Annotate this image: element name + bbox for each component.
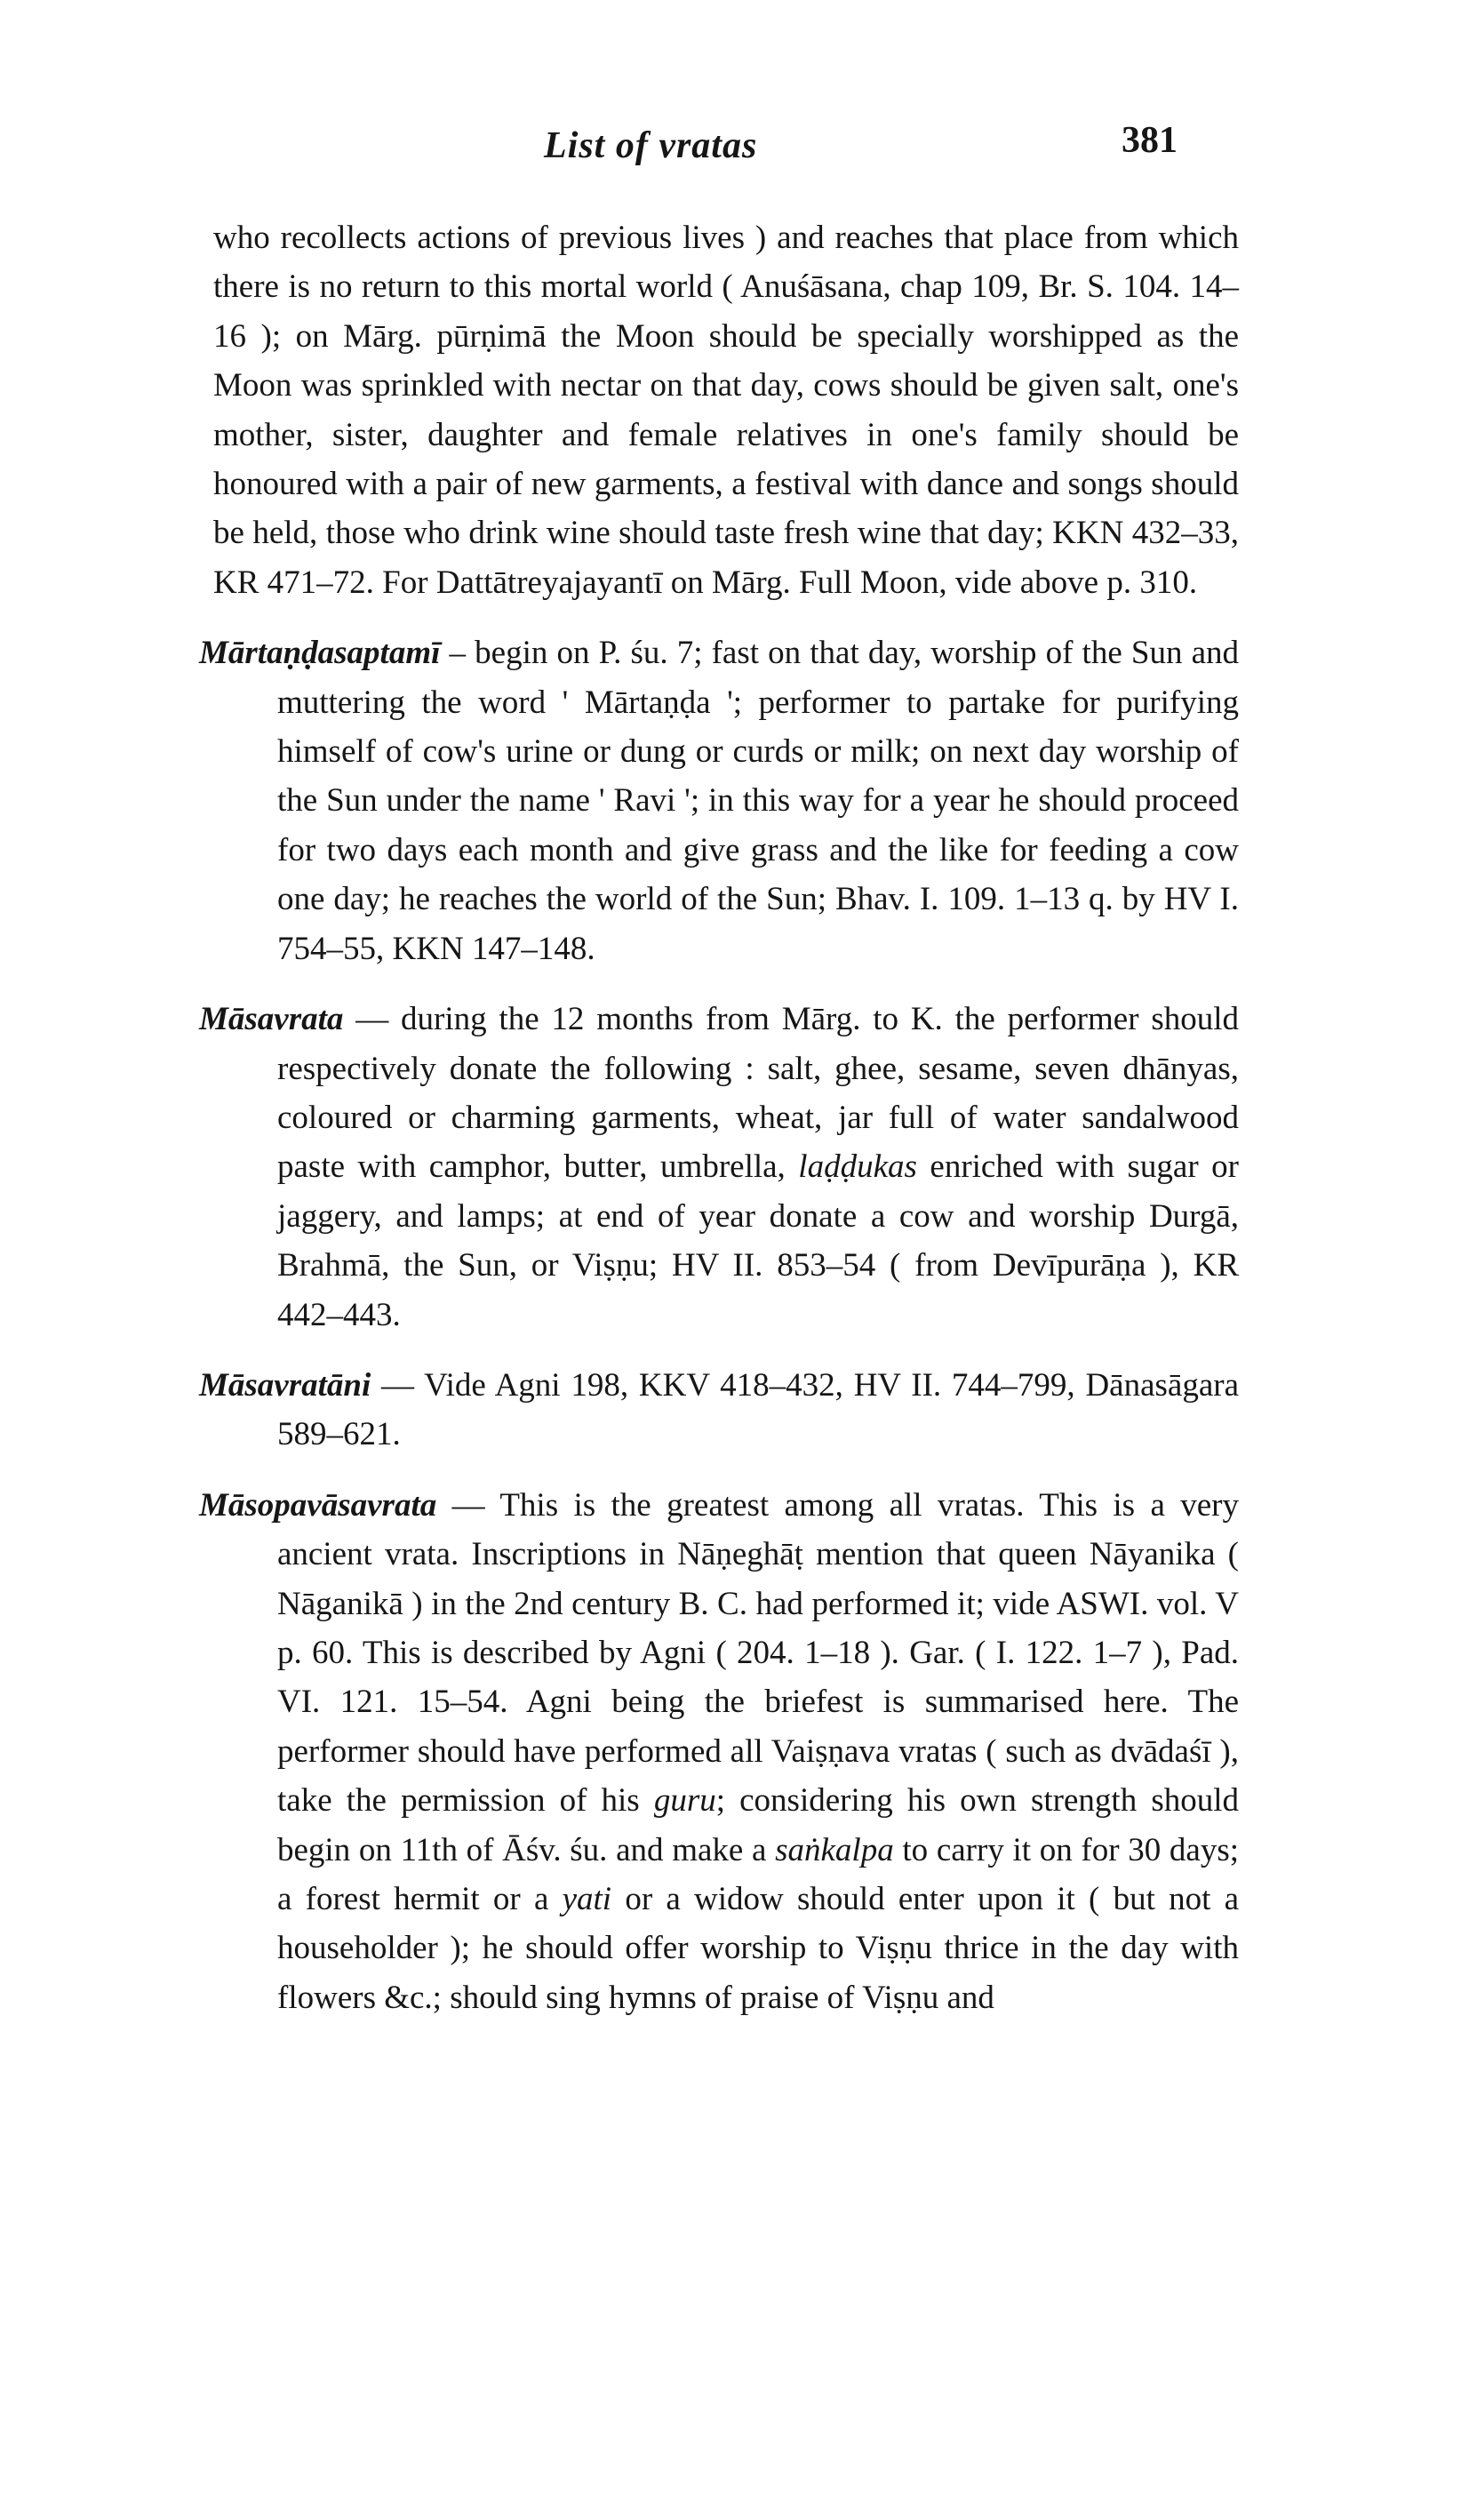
- italic-word: yati: [562, 1881, 612, 1917]
- entry-text: — during the 12 months from Mārg. to K. the performer should respectively donate the following : salt, ghee, sesame, seven dhānyas, coloured or charming garments, wheat, jar full of water sandalwood paste with camphor, butter, umbrella,: [277, 1001, 1239, 1186]
- entry-text: to carry it on for 30 days; a forest hermit or a: [277, 1831, 1239, 1917]
- entry-text: — This is the greatest among all vratas. This is a very ancient vrata. Inscriptions in Nāṇeghāṭ mention that queen Nāyanika ( Nāganikā ) in the 2nd century B. C. had performed it; vide ASWI. vol. V p. 60. This is described by Agni ( 204. 1–18 ). Gar. ( I. 122. 1–7 ), Pad. VI. 121. 15–54. Agni being the briefest is summarised here. The performer should have performed all Vaiṣṇava vratas ( such as dvādaśī ), take the permission of his: [277, 1486, 1239, 1820]
- entry-masavratani: [199, 1361, 1239, 1460]
- continuation-paragraph: who recollects actions of previous lives ) and reaches that place from which there is no return to this mortal world ( Anuśāsana, chap 109, Br. S. 104. 14–16 ); on Mārg. pūrṇimā the Moon should be specially worshipped as the Moon was sprinkled with nectar on that day, cows should be given salt, one's mother, sister, daughter and female relatives in one's family should be honoured with a pair of new garments, a festival with dance and songs should be held, those who drink wine should taste fresh wine that day; KKN 432–33, KR 471–72. For Dattātreyajayantī on Mārg. Full Moon, vide above p. 310.: [213, 220, 1239, 601]
- entry-masopavasavrata: [199, 1481, 1239, 2022]
- entry-term: Māsopavāsavrata: [199, 1486, 437, 1524]
- entry-text: enriched with sugar or jaggery, and lamps; at end of year donate a cow and worship Durgā, Brahmā, the Sun, or Viṣṇu; HV II. 853–54 ( from Devīpurāṇa ), KR 442–443.: [277, 1148, 1239, 1333]
- entry-martandasaptami: [199, 628, 1239, 973]
- body-text: [199, 213, 1239, 2022]
- running-head: [0, 120, 1469, 178]
- page-number: 381: [1122, 120, 1178, 161]
- italic-word: laḍḍukas: [798, 1148, 917, 1186]
- running-title: List of vratas: [544, 125, 758, 166]
- italic-word: guru: [653, 1782, 716, 1820]
- italic-word: saṅkalpa: [775, 1831, 894, 1868]
- entry-term: Māsavrata: [199, 1001, 344, 1038]
- entry-text: — Vide Agni 198, KKV 418–432, HV II. 744–799, Dānasāgara 589–621.: [277, 1366, 1239, 1453]
- entry-text: or a widow should enter upon it ( but not a householder ); he should offer worship to Viṣṇu thrice in the day with flowers &c.; should sing hymns of praise of Viṣṇu and: [277, 1881, 1239, 2016]
- entry-masavrata: [199, 995, 1239, 1340]
- entry-term: Māsavratāni: [199, 1366, 371, 1404]
- entry-term: Mārtaṇḍasaptamī: [199, 635, 441, 672]
- entry-text: – begin on P. śu. 7; fast on that day, worship of the Sun and muttering the word ' Mārtaṇḍa '; performer to partake for purifying himself of cow's urine or dung or curds or milk; on next day worship of the Sun under the name ' Ravi '; in this way for a year he should proceed for two days each month and give grass and the like for feeding a cow one day; he reaches the world of the Sun; Bhav. I. 109. 1–13 q. by HV I. 754–55, KKN 147–148.: [277, 635, 1239, 967]
- entry-text: ; considering his own strength should begin on 11th of Āśv. śu. and make a: [277, 1782, 1239, 1868]
